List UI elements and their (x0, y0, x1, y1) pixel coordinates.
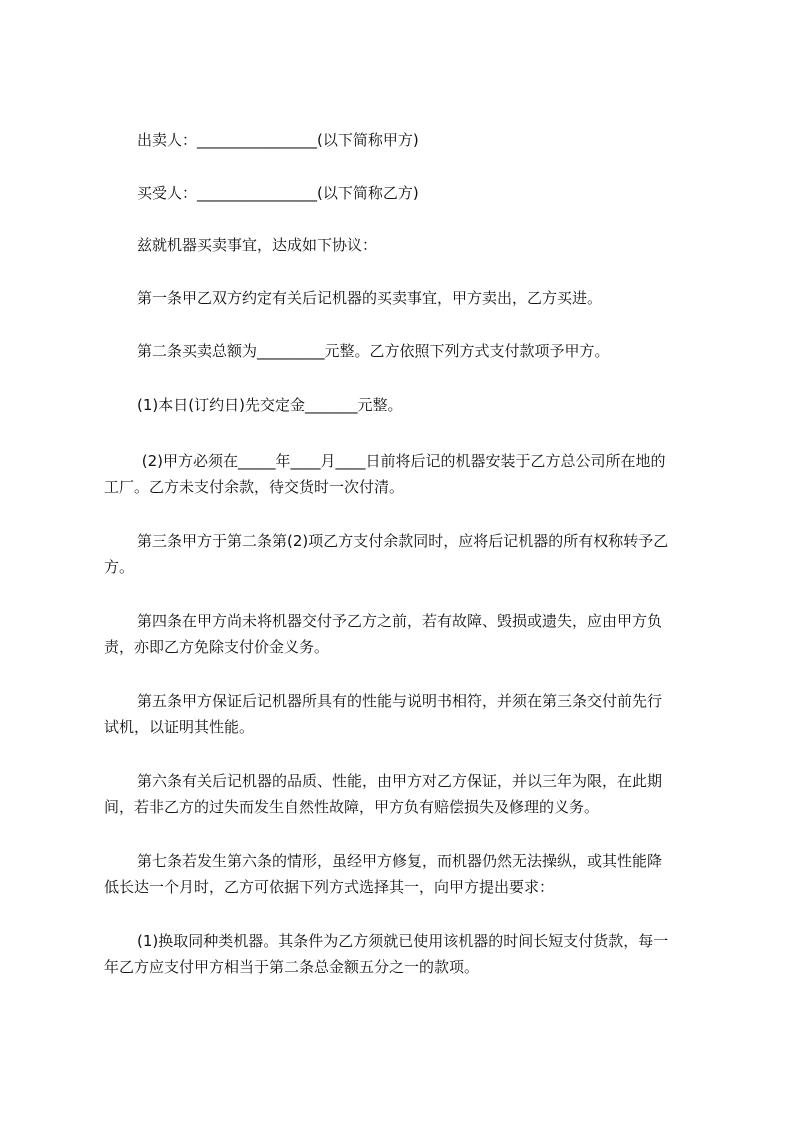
article-6 (104, 768, 704, 820)
text-line: 工厂。乙方未支付余款，待交货时一次付清。 (104, 478, 405, 496)
article-2 (104, 338, 704, 364)
text-line: (1)本日(订约日)先交定金_______元整。 (137, 396, 403, 414)
text-line: 第六条有关后记机器的品质、性能，由甲方对乙方保证，并以三年为限，在此期 (137, 772, 663, 790)
text-line: 第五条甲方保证后记机器所具有的性能与说明书相符，并须在第三条交付前先行 (137, 692, 663, 710)
text-line: 买受人：________________(以下简称乙方) (137, 184, 419, 202)
article-1 (104, 285, 704, 311)
text-line: 方。 (104, 558, 135, 576)
buyer-line (104, 180, 704, 206)
article-5 (104, 688, 704, 740)
text-line: 第四条在甲方尚未将机器交付予乙方之前，若有故障、毁损或遗失，应由甲方负 (137, 612, 663, 630)
article-7 (104, 848, 704, 900)
text-line: 第一条甲乙双方约定有关后记机器的买卖事宜，甲方卖出，乙方买进。 (137, 289, 603, 307)
text-line: 年乙方应支付甲方相当于第二条总金额五分之一的款项。 (104, 958, 480, 976)
article-2-item-1 (104, 392, 704, 418)
article-7-item-1 (104, 928, 704, 980)
text-line: 试机，以证明其性能。 (104, 718, 255, 736)
text-line: 间，若非乙方的过失而发生自然性故障，甲方负有赔偿损失及修理的义务。 (104, 798, 600, 816)
preamble (104, 232, 704, 258)
text-line: 出卖人：________________(以下简称甲方) (137, 131, 419, 149)
text-line: 低长达一个月时，乙方可依据下列方式选择其一，向甲方提出要求： (104, 878, 555, 896)
text-line: 兹就机器买卖事宜，达成如下协议： (137, 236, 378, 254)
text-line: (2)甲方必须在_____年____月____日前将后记的机器安装于乙方总公司所在地的 (137, 452, 666, 470)
seller-line (104, 127, 704, 153)
text-line: 第二条买卖总额为_________元整。乙方依照下列方式支付款项予甲方。 (137, 342, 610, 360)
text-line: 第七条若发生第六条的情形，虽经甲方修复，而机器仍然无法操纵，或其性能降 (137, 852, 663, 870)
article-3 (104, 528, 704, 580)
text-line: 责，亦即乙方免除支付价金义务。 (104, 638, 330, 656)
text-line: 第三条甲方于第二条第(2)项乙方支付余款同时，应将后记机器的所有权称转予乙 (137, 532, 669, 550)
article-2-item-2 (104, 448, 704, 500)
article-4 (104, 608, 704, 660)
text-line: (1)换取同种类机器。其条件为乙方须就已使用该机器的时间长短支付货款，每一 (137, 932, 669, 950)
